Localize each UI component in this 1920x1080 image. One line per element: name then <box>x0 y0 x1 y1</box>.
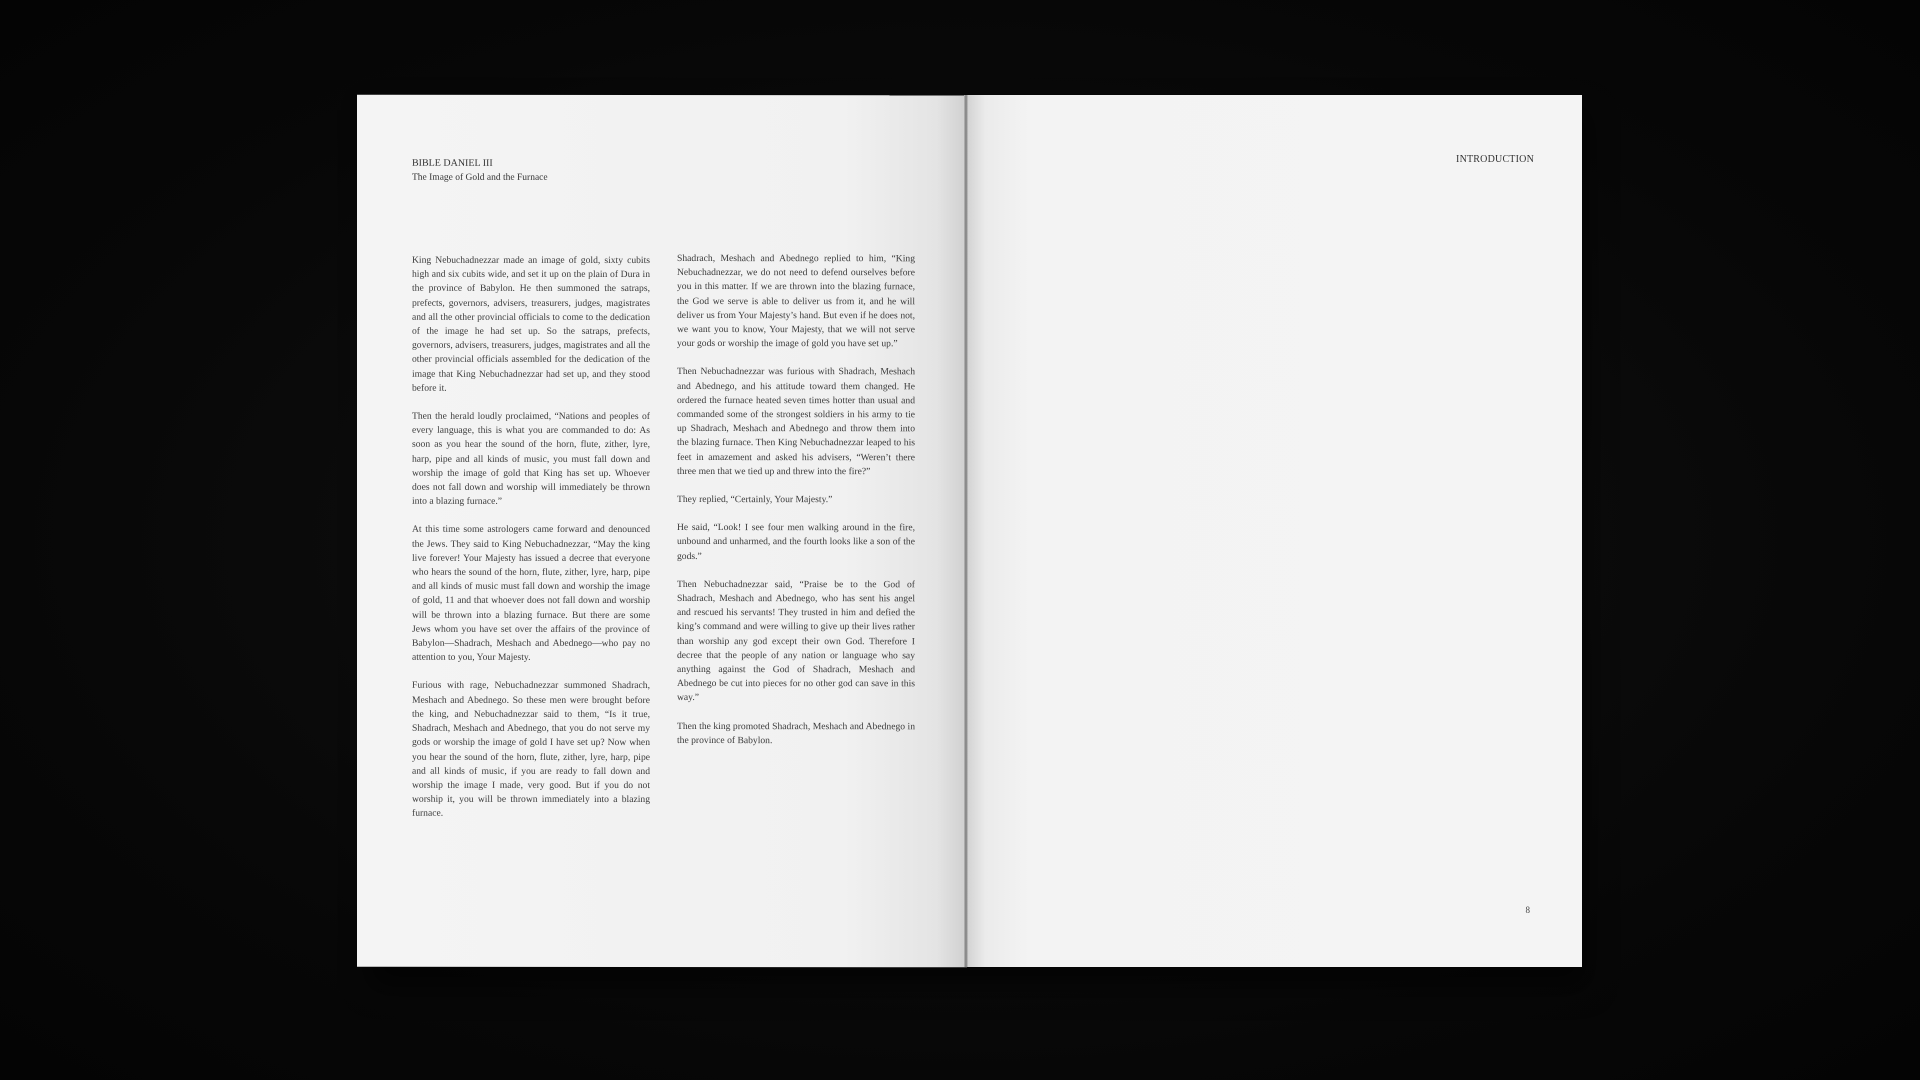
page-number: 8 <box>1525 905 1530 915</box>
book-spine <box>964 95 968 967</box>
left-running-head <box>412 157 548 185</box>
paragraph: Then the herald loudly proclaimed, “Nations and peoples of every language, this is what you are commanded to do: As soon as you hear the sound of the horn, flute, zither, lyre, harp, pipe and all kinds of music, you must fall down and worship the image of gold that King has set up. Whoever does not fall down and worship will immediately be thrown into a blazing furnace.” <box>412 410 650 508</box>
header-subtitle: The Image of Gold and the Furnace <box>412 172 548 183</box>
paragraph: They replied, “Certainly, Your Majesty.” <box>677 494 833 506</box>
paragraph: Then the king promoted Shadrach, Meshach and Abednego in the province of Babylon. <box>677 720 915 746</box>
paragraph: He said, “Look! I see four men walking around in the fire, unbound and unharmed, and the fourth looks like a son of the gods.” <box>677 522 915 562</box>
section-header: INTRODUCTION <box>1456 154 1534 165</box>
paragraph: Shadrach, Meshach and Abednego replied to him, “King Nebuchadnezzar, we do not need to defend ourselves before you in this matter. If we are thrown into the blazing furnace, the God we serve is able to deliver us from it, and he will deliver us from Your Majesty’s hand. But even if he does not, we want you to know, Your Majesty, that we will not serve your gods or worship the image of gold you have set up.” <box>677 253 915 350</box>
paragraph: King Nebuchadnezzar made an image of gold, sixty cubits high and six cubits wide, and set it up on the plain of Dura in the province of Babylon. He then summoned the satraps, prefects, governors, advisers, treasurers, judges, magistrates and all the other provincial officials to come to the dedication of the image he had set up. So the satraps, prefects, governors, advisers, treasurers, judges, magistrates and all the other provincial officials assembled for the dedication of the image that King Nebuchadnezzar had set up, and they stood before it. <box>412 254 650 394</box>
left-page <box>357 95 967 968</box>
right-page <box>967 95 1582 967</box>
paragraph: Then Nebuchadnezzar was furious with Shadrach, Meshach and Abednego, and his attitude toward them changed. He ordered the furnace heated seven times hotter than usual and commanded some of the strongest soldiers in his army to tie up Shadrach, Meshach and Abednego and throw them into the blazing furnace. Then King Nebuchadnezzar leaped to his feet in amazement and asked his advisers, “Weren’t there three men that we tied up and threw into the fire?” <box>677 366 915 478</box>
text-column-2 <box>677 252 915 762</box>
header-title: BIBLE DANIEL III <box>412 157 493 169</box>
paragraph: Then Nebuchadnezzar said, “Praise be to the God of Shadrach, Meshach and Abednego, who has sent his angel and rescued his servants! They trusted in him and defied the king’s command and were willing to give up their lives rather than worship any god except their own God. Therefore I decree that the people of any nation or language who say anything against the God of Shadrach, Meshach and Abednego be cut into pieces for no other god can save in this way.” <box>677 578 915 704</box>
paragraph: Furious with rage, Nebuchadnezzar summoned Shadrach, Meshach and Abednego. So these men were brought before the king, and Nebuchadnezzar said to them, “Is it true, Shadrach, Meshach and Abednego, that you do not serve my gods or worship the image of gold I have set up? Now when you hear the sound of the horn, flute, zither, lyre, harp, pipe and all kinds of music, if you are ready to fall down and worship the image I made, very good. But if you do not worship it, you will be thrown immediately into a blazing furnace. <box>412 680 650 820</box>
paragraph: At this time some astrologers came forward and denounced the Jews. They said to King Nebuchadnezzar, “May the king live forever! Your Majesty has issued a decree that everyone who hears the sound of the horn, flute, zither, lyre, harp, pipe and all kinds of music must fall down and worship the image of gold, 11 and that whoever does not fall down and worship will be thrown into a blazing furnace. But there are some Jews whom you have set over the affairs of the province of Babylon—Shadrach, Meshach and Abednego—who pay no attention to you, Your Majesty. <box>412 524 650 664</box>
text-column-1 <box>412 254 650 836</box>
